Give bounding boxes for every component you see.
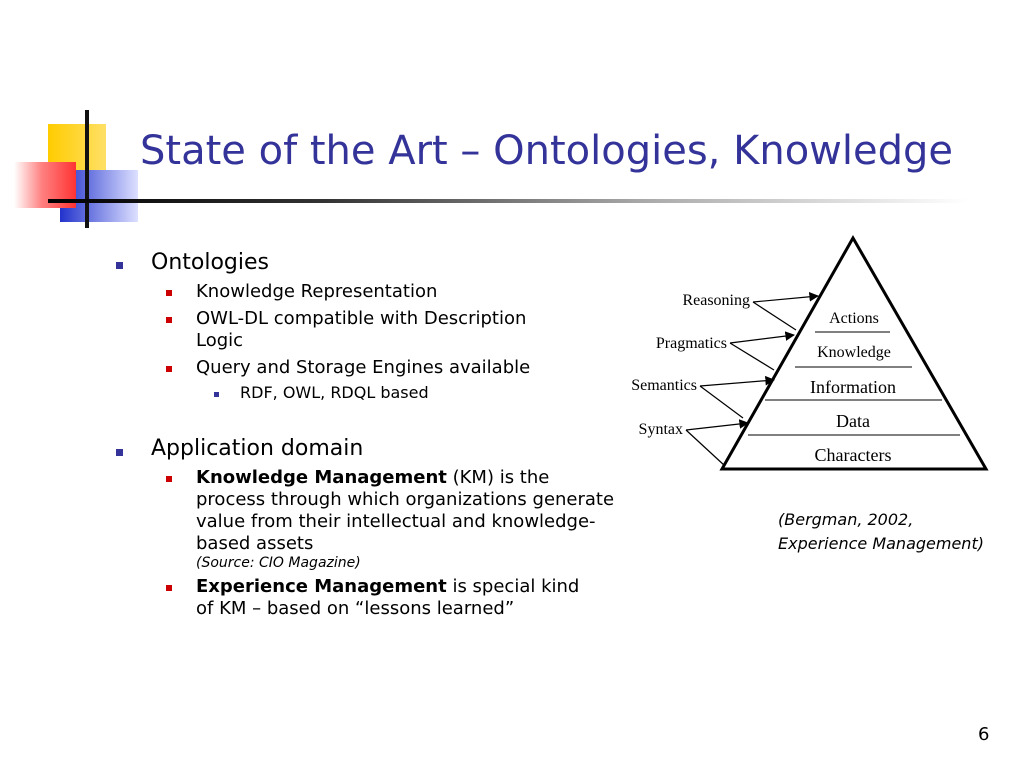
bullet-square-icon [166, 366, 172, 372]
arrow-syntax-upper [686, 423, 748, 430]
label-syntax: Syntax [638, 421, 683, 438]
level-actions: Actions [829, 310, 879, 327]
arrow-semantics-lower [700, 386, 743, 418]
slide-logo-decoration [0, 0, 140, 230]
level-information: Information [810, 377, 896, 397]
level-knowledge: Knowledge [817, 344, 891, 361]
bullet-experience-management [196, 576, 596, 620]
bullet-rdf-owl-rdql: RDF, OWL, RDQL based [240, 383, 429, 402]
arrow-reasoning-lower [753, 302, 796, 330]
arrow-semantics-upper [700, 380, 774, 386]
bullet-knowledge-management [196, 467, 616, 571]
citation-line-1: (Bergman, 2002, [778, 510, 914, 529]
knowledge-pyramid-diagram [600, 230, 1010, 480]
bullet-square-icon [166, 476, 172, 482]
label-pragmatics: Pragmatics [655, 335, 727, 352]
page-number: 6 [978, 724, 990, 745]
bullet-knowledge-representation: Knowledge Representation [196, 281, 438, 302]
bullet-owl-dl: OWL-DL compatible with Description Logic [196, 308, 527, 351]
bullet-square-icon [166, 317, 172, 323]
label-reasoning: Reasoning [682, 292, 750, 309]
diagram-citation [778, 508, 984, 556]
bullet-ontologies: Ontologies [151, 250, 269, 275]
arrow-syntax-lower [686, 430, 725, 466]
bullet-square-icon [166, 585, 172, 591]
arrow-pragmatics-lower [730, 343, 774, 370]
km-definition: (KM) is the process through which organizations generate value from their intellectual and knowledge-based assets [196, 467, 615, 554]
em-term: Experience Management [196, 576, 447, 597]
em-definition: is special kind of KM – based on “lessons learned” [196, 576, 580, 619]
arrow-reasoning-upper [753, 296, 818, 302]
slide-title: State of the Art – Ontologies, Knowledge [140, 128, 953, 174]
title-underline [48, 199, 968, 203]
arrow-pragmatics-upper [730, 335, 794, 343]
bullet-query-storage: Query and Storage Engines available [196, 357, 531, 378]
km-source: (Source: CIO Magazine) [196, 555, 361, 571]
bullet-application-domain: Application domain [151, 436, 364, 461]
bullet-square-icon [116, 262, 123, 269]
label-semantics: Semantics [631, 377, 697, 394]
km-term: Knowledge Management [196, 467, 447, 488]
level-data: Data [836, 411, 870, 431]
bullet-square-icon [214, 392, 219, 397]
bullet-square-icon [166, 290, 172, 296]
bullet-square-icon [116, 449, 123, 456]
citation-line-2: Experience Management) [778, 534, 984, 553]
level-characters: Characters [814, 445, 892, 465]
